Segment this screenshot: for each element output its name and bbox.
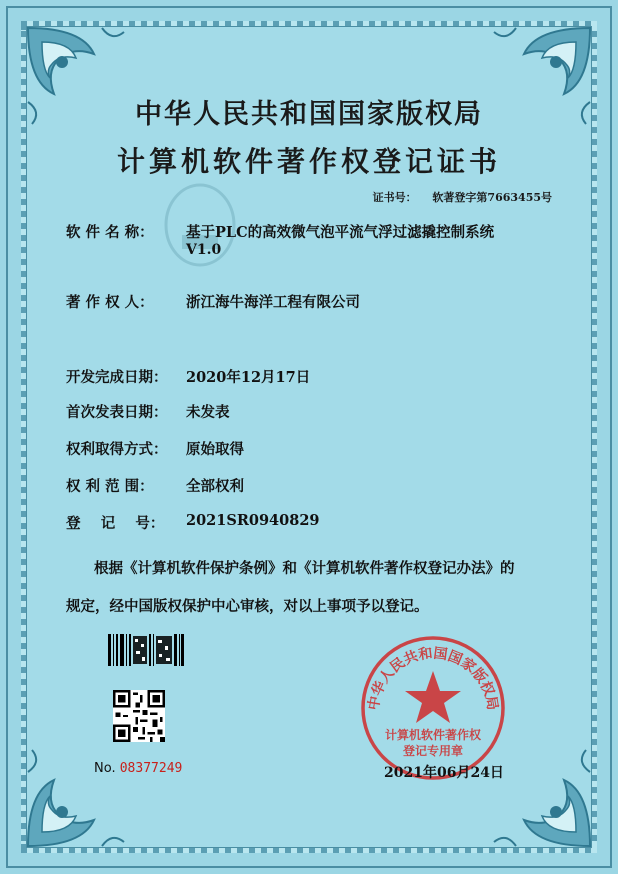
field-label: 开发完成日期： xyxy=(66,369,168,386)
official-seal-icon xyxy=(358,633,508,783)
svg-text:计算机软件著作权: 计算机软件著作权 xyxy=(384,728,482,742)
serial-label: No. xyxy=(94,761,116,776)
field-copyright-owner xyxy=(66,291,360,312)
field-value: 浙江海牛海洋工程有限公司 xyxy=(186,294,360,311)
statement-line-2: 规定，经中国版权保护中心审核，对以上事项予以登记。 xyxy=(66,598,429,615)
svg-text:登记专用章: 登记专用章 xyxy=(402,744,464,758)
certificate-number-value: 软著登字第7663455号 xyxy=(432,191,552,204)
barcode-icon xyxy=(108,634,184,666)
corner-ornament-icon xyxy=(12,742,132,862)
certificate-number-label: 证书号： xyxy=(372,191,417,204)
field-completion-date xyxy=(66,366,311,387)
field-value: 2020年12月17日 xyxy=(186,369,311,386)
field-publish-date xyxy=(66,401,230,422)
field-value: 2021SR0940829 xyxy=(186,512,320,529)
serial-value: 08377249 xyxy=(119,761,183,776)
certificate-title: 计算机软件著作权登记证书 xyxy=(116,145,501,178)
field-label: 权利取得方式： xyxy=(66,441,168,458)
field-label: 登 记 号： xyxy=(66,515,165,532)
field-value: 未发表 xyxy=(186,404,230,421)
statement-line-1: 根据《计算机软件保护条例》和《计算机软件著作权登记办法》的 xyxy=(94,560,515,577)
field-label: 首次发表日期： xyxy=(66,404,168,421)
field-acquisition-method xyxy=(66,438,244,459)
field-label: 权 利 范 围： xyxy=(66,478,154,495)
issuer-title: 中华人民共和国国家版权局 xyxy=(135,99,483,130)
issue-date: 2021年06月24日 xyxy=(384,765,504,781)
field-rights-scope xyxy=(66,475,244,496)
field-label: 著 作 权 人： xyxy=(66,294,154,311)
field-software-version: V1.0 xyxy=(186,242,222,258)
field-value: 原始取得 xyxy=(186,441,244,458)
svg-text:中华人民共和国国家版权局: 中华人民共和国国家版权局 xyxy=(365,645,501,712)
certificate-number xyxy=(373,189,552,205)
field-software-name xyxy=(66,221,495,242)
serial-number xyxy=(94,761,182,776)
field-registration-number xyxy=(66,512,320,533)
qr-code-icon xyxy=(113,690,165,742)
field-label: 软 件 名 称： xyxy=(66,224,154,241)
field-value: 全部权利 xyxy=(186,478,244,495)
field-value: 基于PLC的高效微气泡平流气浮过滤撬控制系统 xyxy=(186,224,495,241)
